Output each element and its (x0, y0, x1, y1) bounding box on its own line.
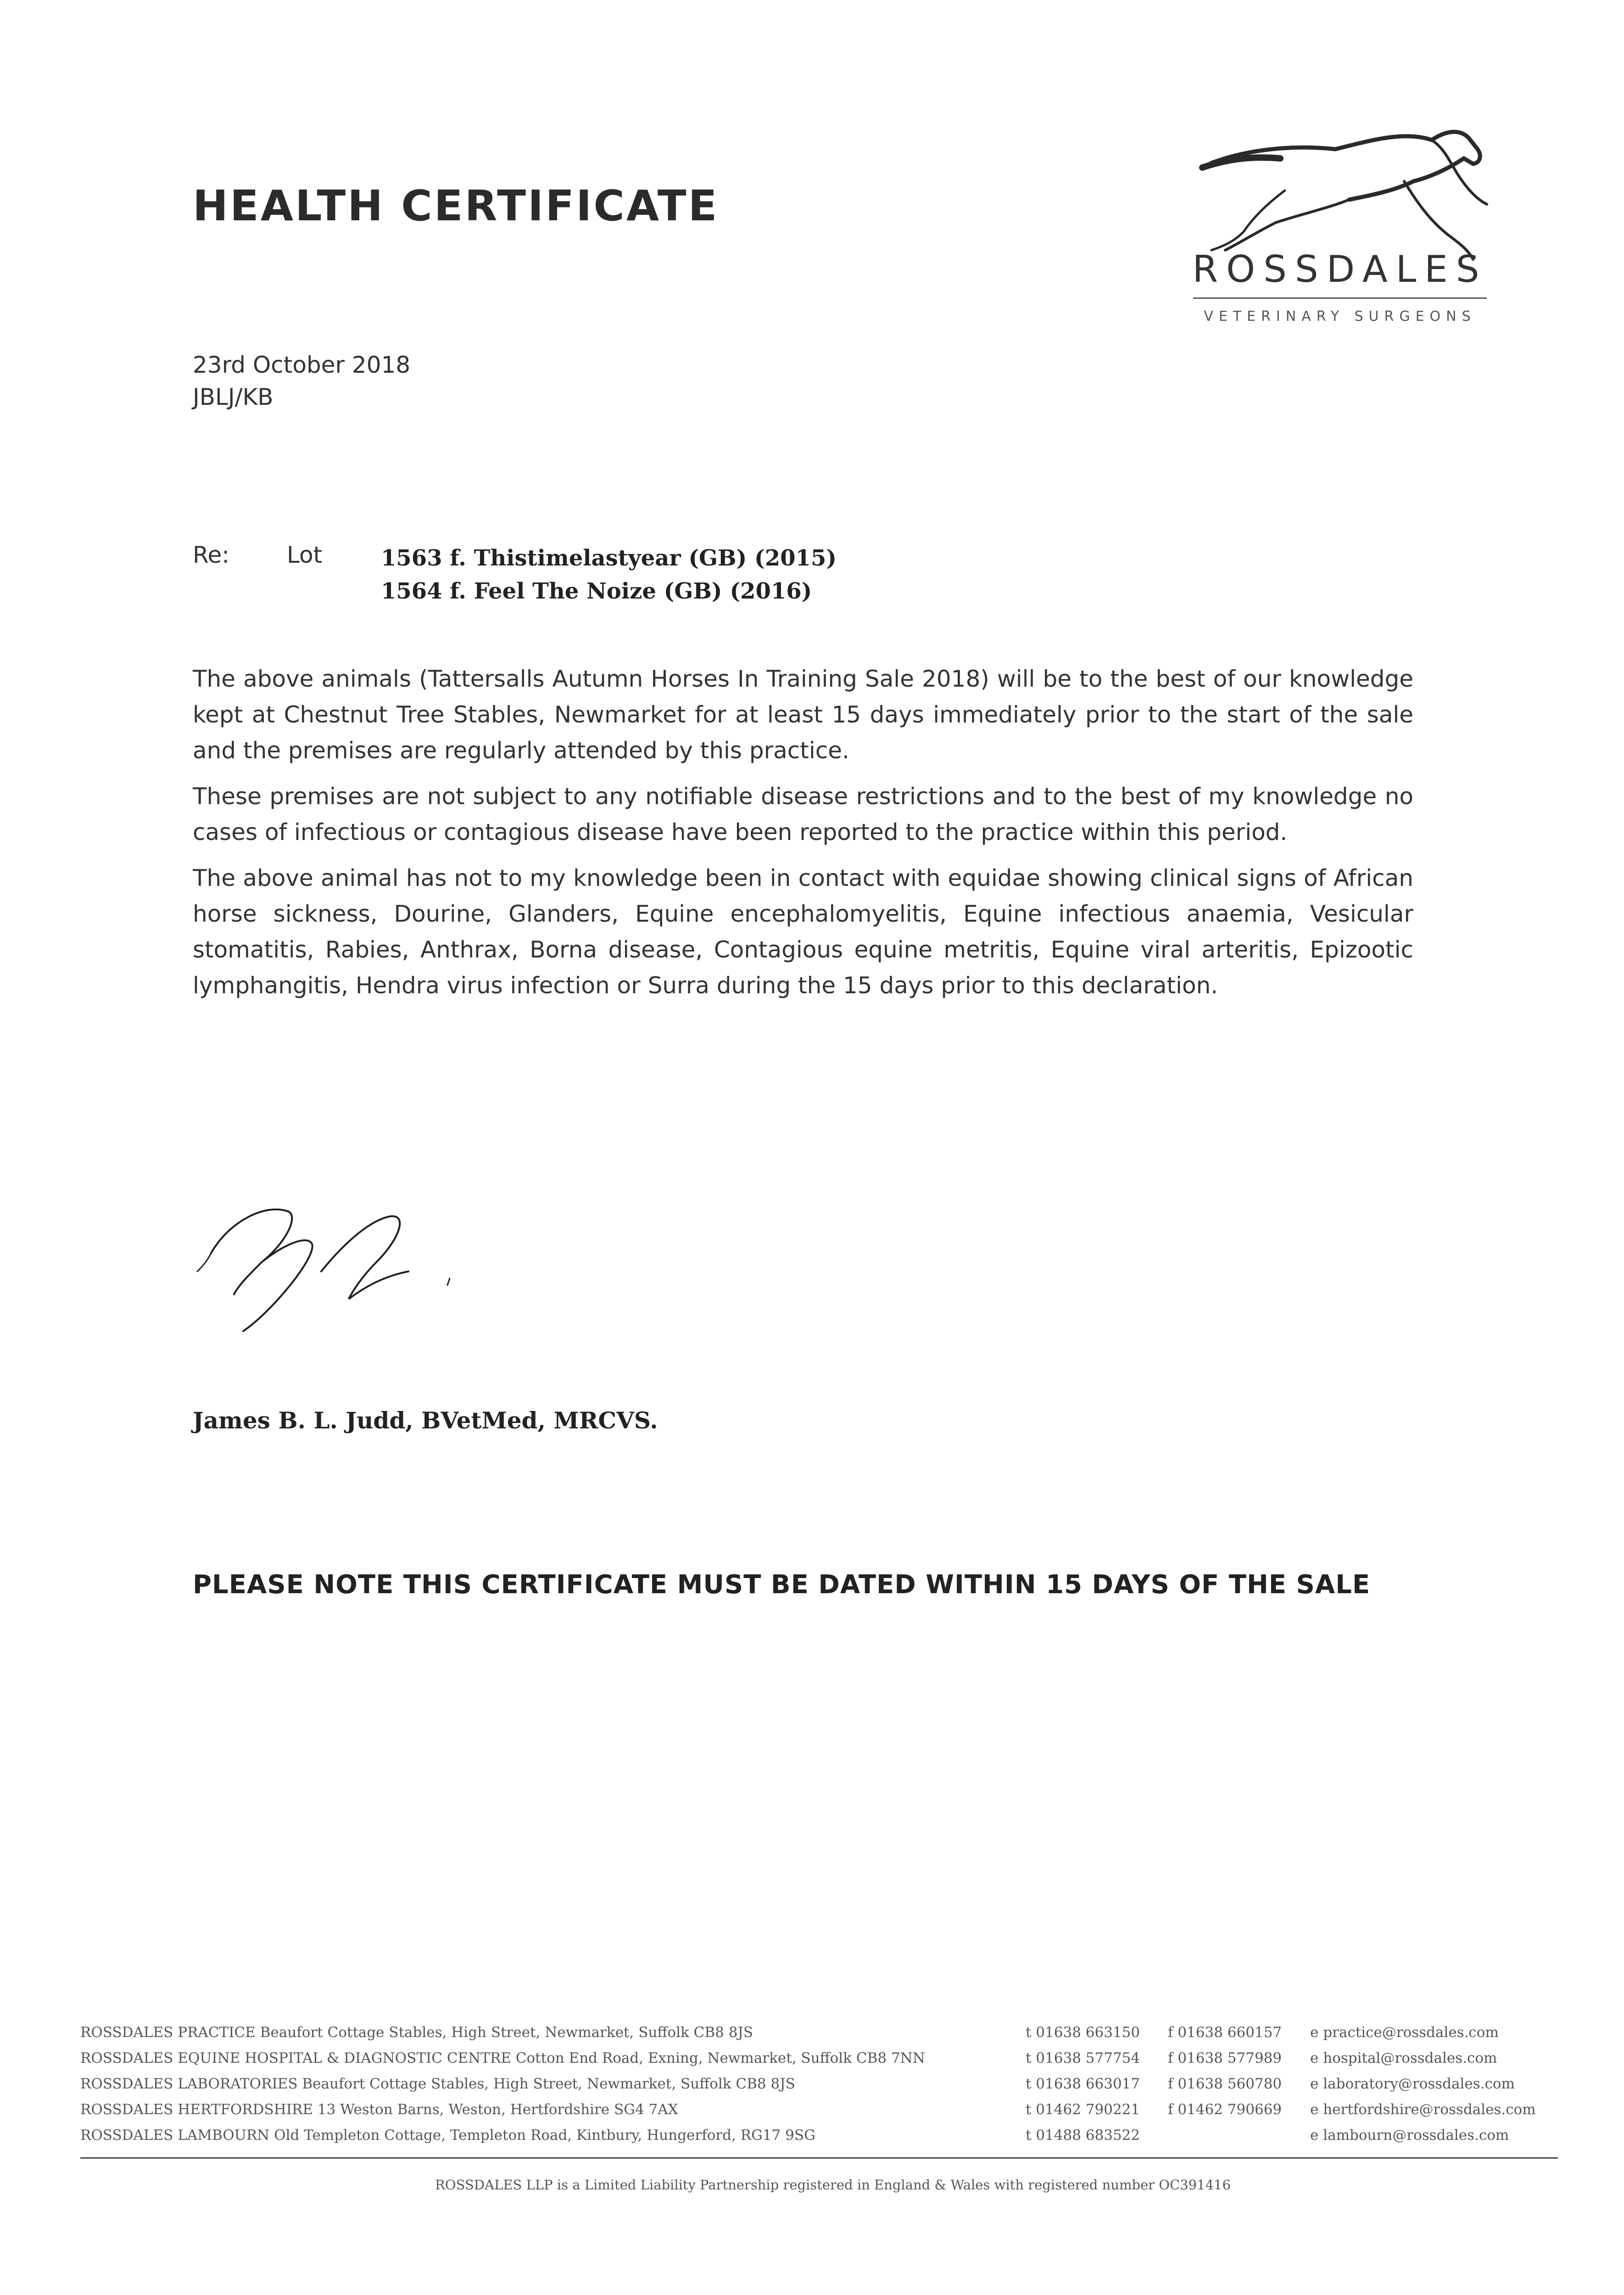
location-email: e hertfordshire@rossdales.com (1310, 2101, 1536, 2118)
location-email: e hospital@rossdales.com (1310, 2050, 1497, 2066)
handwritten-signature (193, 1193, 486, 1340)
location-fax: f 01638 560780 (1168, 2076, 1282, 2092)
footer-divider (80, 2157, 1558, 2159)
location-name: ROSSDALES EQUINE HOSPITAL & DIAGNOSTIC CENTRE Cotton End Road, Exning, Newmarket, Suffolk CB8 7NN (80, 2050, 925, 2066)
footer-location-row (80, 2101, 1558, 2127)
letter-meta (193, 349, 410, 413)
registration-notice: ROSSDALES LLP is a Limited Liability Partnership registered in England & Wales with registered number OC391416 (435, 2177, 1231, 2193)
location-name: ROSSDALES PRACTICE Beaufort Cottage Stables, High Street, Newmarket, Suffolk CB8 8JS (80, 2024, 753, 2041)
location-name: ROSSDALES LAMBOURN Old Templeton Cottage, Templeton Road, Kintbury, Hungerford, RG17 9SG (80, 2127, 815, 2144)
location-fax: f 01638 577989 (1168, 2050, 1282, 2066)
location-email: e lambourn@rossdales.com (1310, 2127, 1509, 2144)
lot-item: 1564 f. Feel The Noize (GB) (2016) (381, 578, 812, 604)
location-phone: t 01488 683522 (1026, 2127, 1140, 2144)
brand-tagline: VETERINARY SURGEONS (1204, 308, 1476, 325)
letter-reference: JBLJ/KB (193, 384, 273, 410)
footer (80, 2024, 1558, 2193)
document-title: HEALTH CERTIFICATE (193, 181, 719, 230)
location-email: e practice@rossdales.com (1310, 2024, 1499, 2041)
footer-location-row (80, 2024, 1558, 2050)
location-phone: t 01638 663017 (1026, 2076, 1140, 2092)
lot-label: Lot (287, 542, 323, 568)
location-fax: f 01462 790669 (1168, 2101, 1282, 2118)
letter-date: 23rd October 2018 (193, 352, 411, 378)
location-phone: t 01638 663150 (1026, 2024, 1140, 2041)
footer-location-row (80, 2050, 1558, 2076)
body-paragraph: The above animals (Tattersalls Autumn Horses In Training Sale 2018) will be to the best of our knowledge kept at Chestnut Tree Stables, Newmarket for at least 15 days immediately prior to the start of the sale and the premises are regularly attended by this practice. (193, 666, 1413, 764)
galloping-horse-icon (1175, 112, 1496, 337)
lot-item: 1563 f. Thistimelastyear (GB) (2015) (381, 545, 837, 571)
location-phone: t 01462 790221 (1026, 2101, 1140, 2118)
re-label: Re: (193, 542, 230, 568)
location-email: e laboratory@rossdales.com (1310, 2076, 1515, 2092)
body-paragraph: The above animal has not to my knowledge been in contact with equidae showing clinical signs of African horse sickness, Dourine, Glanders, Equine encephalomyelitis, Equine infectious anaemia, Vesicular stomatitis, Rabies, Anthrax, Borna disease, Contagious equine metritis, Equine viral arteritis, Epizootic lymphangitis, Hendra virus infection or Surra during the 15 days prior to this declaration. (193, 865, 1413, 999)
footer-location-row (80, 2076, 1558, 2101)
lot-list (381, 542, 837, 608)
certificate-body (193, 661, 1413, 1013)
location-fax: f 01638 660157 (1168, 2024, 1282, 2041)
brand-name: ROSSDALES (1192, 248, 1488, 291)
brand-divider (1193, 297, 1487, 299)
location-name: ROSSDALES HERTFORDSHIRE 13 Weston Barns, Weston, Hertfordshire SG4 7AX (80, 2101, 678, 2118)
location-phone: t 01638 577754 (1026, 2050, 1140, 2066)
dating-notice: PLEASE NOTE THIS CERTIFICATE MUST BE DATED WITHIN 15 DAYS OF THE SALE (193, 1570, 1371, 1600)
signatory-name: James B. L. Judd, BVetMed, MRCVS. (193, 1407, 658, 1434)
footer-location-row (80, 2127, 1558, 2153)
location-name: ROSSDALES LABORATORIES Beaufort Cottage Stables, High Street, Newmarket, Suffolk CB8 8JS (80, 2076, 795, 2092)
body-paragraph: These premises are not subject to any notifiable disease restrictions and to the best of my knowledge no cases of infectious or contagious disease have been reported to the practice within this period. (193, 783, 1413, 845)
